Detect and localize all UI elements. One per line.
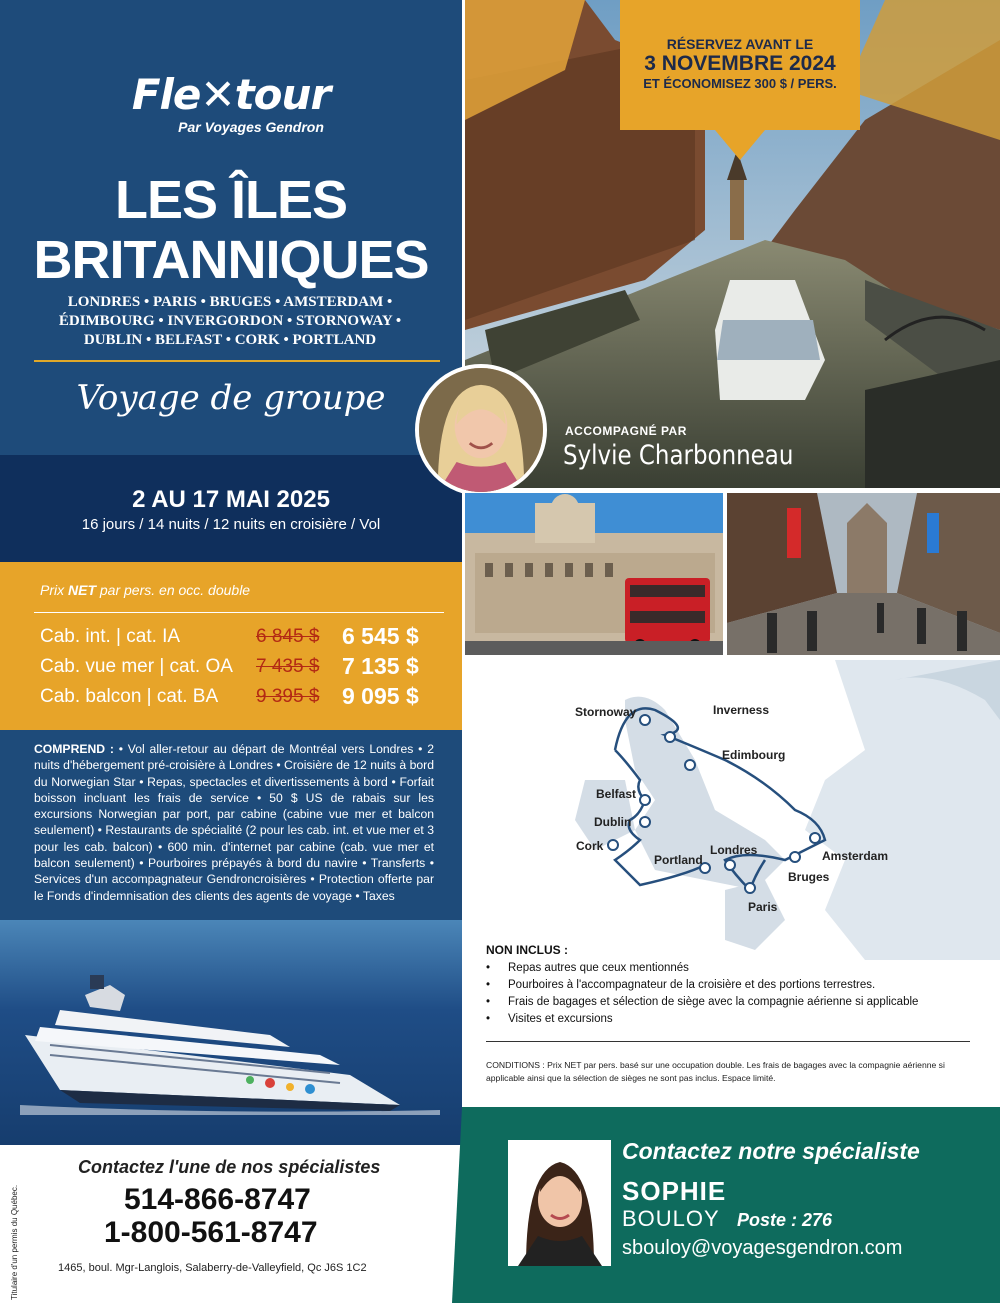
- old-price: 6 845 $: [256, 626, 320, 647]
- contact-title: Contactez l'une de nos spécialistes: [78, 1157, 381, 1177]
- logo-x-icon: ✕: [200, 70, 235, 119]
- specialist-first-name: SOPHIE: [622, 1176, 727, 1206]
- specialist-last-name: BOULOY: [622, 1206, 720, 1231]
- includes-text: [34, 741, 434, 904]
- old-price: 9 395 $: [256, 686, 320, 707]
- map-label-portland: Portland: [654, 853, 703, 867]
- map-label-amsterdam: Amsterdam: [822, 849, 889, 863]
- escort-name: Sylvie Charbonneau: [563, 440, 794, 471]
- dublin-street-photo: [727, 493, 1000, 655]
- badge-line-2: 3 NOVEMBRE 2024: [644, 52, 836, 75]
- list-item: • Pourboires à l'accompagnateur de la croisière et des portions terrestres.: [486, 977, 976, 994]
- permit-note: Titulaire d'un permis du Québec.: [10, 1184, 19, 1300]
- price-heading-pre: Prix: [40, 582, 68, 598]
- new-price: 7 135 $: [342, 653, 419, 679]
- specialist-extension: Poste : 276: [737, 1210, 833, 1230]
- flextour-logo: [0, 70, 462, 135]
- map-label-paris: Paris: [748, 900, 778, 914]
- map-label-stornoway: Stornoway: [575, 705, 637, 719]
- old-price: 7 435 $: [256, 656, 320, 677]
- logo-text-right: tour: [234, 70, 331, 119]
- divider: [34, 360, 440, 362]
- logo-tagline: Par Voyages Gendron: [178, 119, 324, 135]
- booking-badge-text: [620, 36, 860, 91]
- city-line-1: LONDRES • PARIS • BRUGES • AMSTERDAM •: [67, 294, 393, 310]
- cabin-name: Cab. balcon | cat. BA: [40, 686, 219, 707]
- map-label-edimbourg: Edimbourg: [722, 748, 786, 762]
- escort-label: ACCOMPAGNÉ PAR: [565, 424, 687, 438]
- badge-line-1: RÉSERVEZ AVANT LE: [666, 36, 814, 52]
- price-row: [40, 623, 450, 656]
- page-title: [0, 170, 462, 290]
- specialist-avatar: [508, 1140, 611, 1266]
- specialist-email[interactable]: sbouloy@voyagesgendron.com: [622, 1237, 903, 1259]
- logo-text-left: Fle: [131, 70, 201, 119]
- map-label-londres: Londres: [710, 843, 758, 857]
- price-row: [40, 683, 450, 716]
- trip-duration: 16 jours / 14 nuits / 12 nuits en croisière / Vol: [81, 516, 381, 533]
- address: 1465, boul. Mgr-Langlois, Salaberry-de-Valleyfield, Qc J6S 1C2: [58, 1262, 367, 1274]
- includes-body: • Vol aller-retour au départ de Montréal vers Londres • 2 nuits d'hébergement pré-croisière à Londres • Croisière de 12 nuits à bord du Norwegian Star • Repas, spectacles et divertissements à bord • Forfait boisson incluant les frais de service • 50 $ US de rabais sur les excursions Norwegian par port, par cabine (cabine vue mer et balcon seulement) • Restaurants de spécialité (2 pour les cab. int. et vue mer et 3 pour les cab. balcon) • 600 min. d'internet par cabine (cab. vue mer et balcon seulement) • Pourboires prépayés à bord du navire • Transferts • Services d'un accompagnateur Gendroncroisières • Protection offerte par le Fonds d'indemnisation des clients des agents de voyage • Taxes: [34, 742, 434, 903]
- list-item: • Frais de bagages et sélection de siège avec la compagnie aérienne si applicable: [486, 994, 976, 1011]
- title-line-2: BRITANNIQUES: [33, 230, 429, 290]
- phone-local[interactable]: 514-866-8747: [124, 1183, 311, 1216]
- includes-label: COMPREND :: [34, 742, 114, 756]
- price-row: [40, 653, 450, 686]
- title-line-1: LES ÎLES: [114, 170, 348, 230]
- price-heading-net: NET: [68, 582, 96, 598]
- cabin-name: Cab. vue mer | cat. OA: [40, 656, 233, 677]
- city-line-3: DUBLIN • BELFAST • CORK • PORTLAND: [83, 332, 377, 348]
- not-included-heading: NON INCLUS :: [486, 943, 568, 957]
- price-divider: [34, 612, 444, 613]
- map-label-inverness: Inverness: [713, 703, 770, 717]
- map-label-belfast: Belfast: [596, 787, 637, 801]
- price-heading: [40, 582, 250, 598]
- cabin-name: Cab. int. | cat. IA: [40, 626, 181, 647]
- trip-dates: 2 AU 17 MAI 2025: [132, 486, 330, 513]
- not-included-section: [486, 943, 976, 1028]
- map-label-dublin: Dublin: [594, 815, 632, 829]
- map-label-cork: Cork: [576, 839, 604, 853]
- divider: [486, 1041, 970, 1042]
- list-item: • Visites et excursions: [486, 1011, 976, 1028]
- price-heading-post: par pers. en occ. double: [96, 582, 251, 598]
- city-list: [20, 293, 440, 350]
- escort-avatar: [415, 364, 547, 496]
- trip-type: Voyage de groupe: [76, 378, 386, 418]
- conditions-text: CONDITIONS : Prix NET par pers. basé sur une occupation double. Les frais de bagages avec la compagnie aérienne si applicable ainsi que la sélection de sièges ne sont pas inclus. Espace limité.: [486, 1060, 945, 1083]
- cruise-ship-image: [20, 965, 440, 1115]
- london-photo: [465, 493, 723, 655]
- specialist-title: Contactez notre spécialiste: [622, 1138, 920, 1164]
- badge-line-3: ET ÉCONOMISEZ 300 $ / PERS.: [643, 76, 837, 91]
- new-price: 6 545 $: [342, 623, 419, 649]
- city-line-2: ÉDIMBOURG • INVERGORDON • STORNOWAY •: [58, 313, 402, 329]
- map-label-bruges: Bruges: [788, 870, 830, 884]
- phone-tollfree[interactable]: 1-800-561-8747: [104, 1216, 318, 1249]
- new-price: 9 095 $: [342, 683, 419, 709]
- list-item: • Repas autres que ceux mentionnés: [486, 960, 976, 977]
